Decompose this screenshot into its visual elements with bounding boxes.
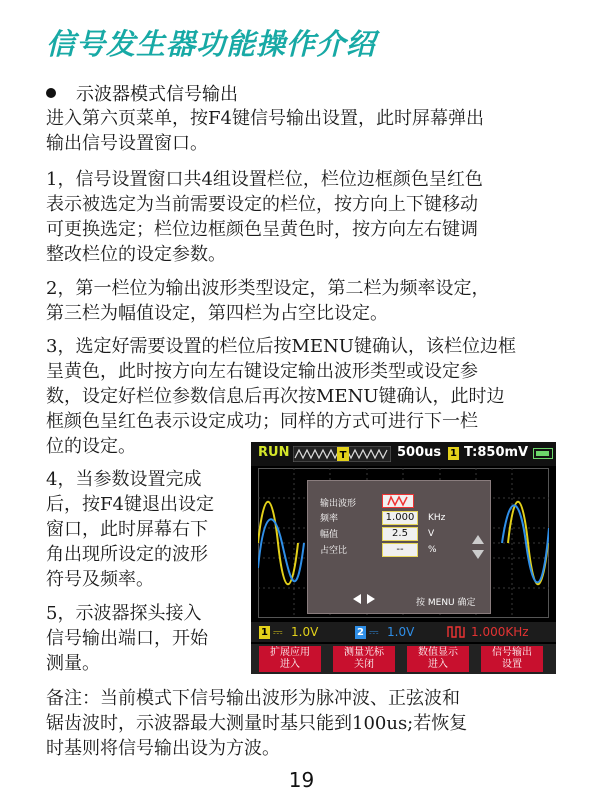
softkey-label: 测量光标: [344, 647, 384, 658]
softkey-expand-app[interactable]: [259, 646, 321, 672]
trigger-level-readout: T:850mV: [464, 445, 529, 460]
text-line: 1，信号设置窗口共4组设置栏位，栏位边框颜色呈红色: [46, 169, 483, 190]
softkey-sub: 设置: [502, 659, 522, 670]
svg-text:T: T: [339, 450, 347, 461]
bullet-icon: [46, 88, 56, 98]
text-line: 备注：当前模式下信号输出波形为脉冲波、正弦波和: [46, 688, 460, 709]
frequency-label: 频率: [320, 514, 339, 524]
text-line: 位的设定。: [46, 436, 136, 457]
text-line: 第三栏为幅值设定，第四栏为占空比设定。: [46, 303, 388, 324]
page-number: 19: [288, 768, 315, 792]
section-heading-text: 示波器模式信号输出: [76, 84, 238, 105]
duty-label: 占空比: [320, 546, 348, 556]
text-line: 数，设定好栏位参数信息后再次按MENU键确认，此时边: [46, 386, 505, 407]
softkey-value-display[interactable]: [407, 646, 469, 672]
timebase-readout: 500us: [397, 445, 442, 460]
frequency-field[interactable]: 1.000: [382, 511, 418, 525]
text-line: 时基则将信号输出设为方波。: [46, 738, 280, 759]
text-line: 5，示波器探头接入: [46, 603, 202, 624]
text-line: 测量。: [46, 653, 100, 674]
text-line: 3，选定好需要设置的栏位后按MENU键确认，该栏位边框: [46, 336, 516, 357]
frequency-unit: KHz: [428, 513, 446, 523]
paragraph-4: [46, 467, 214, 592]
text-line: 4，当参数设置完成: [46, 469, 202, 490]
text-line: 表示被选定为当前需要设定的栏位，按方向上下键移动: [46, 194, 478, 215]
paragraph-intro: [46, 106, 484, 156]
confirm-hint: 按 MENU 确定: [416, 598, 476, 608]
text-line: 整改栏位的设定参数。: [46, 244, 226, 265]
run-status: RUN: [258, 445, 290, 460]
duty-field[interactable]: --: [382, 543, 418, 557]
trigger-channel-badge: 1: [448, 447, 459, 460]
text-line: 信号输出端口，开始: [46, 628, 208, 649]
text-line: 窗口，此时屏幕右下: [46, 519, 208, 540]
duty-unit: %: [428, 545, 437, 555]
text-line: 符号及频率。: [46, 569, 154, 590]
left-right-arrows-icon: [352, 593, 376, 605]
text-line: 输出信号设置窗口。: [46, 133, 208, 154]
paragraph-3: [46, 334, 516, 459]
oscilloscope-screen: [251, 442, 556, 674]
output-frequency: 1.000KHz: [471, 625, 529, 639]
square-wave-icon: [383, 495, 413, 507]
softkey-label: 扩展应用: [270, 647, 310, 658]
text-line: 角出现所设定的波形: [46, 544, 208, 565]
softkey-measure-cursor[interactable]: [333, 646, 395, 672]
softkey-sub: 关闭: [354, 659, 374, 670]
waveform-label: 输出波形: [320, 499, 357, 509]
waveform-field[interactable]: [382, 494, 414, 508]
text-line: 呈黄色，此时按方向左右键设定输出波形类型或设定参: [46, 361, 478, 382]
text-line: 可更换选定；栏位边框颜色呈黄色时，按方向左右键调: [46, 219, 478, 240]
ch2-badge: 2: [355, 626, 366, 639]
ch2-coupling-icon: ⎓: [369, 625, 379, 639]
amplitude-unit: V: [428, 529, 435, 539]
amplitude-field[interactable]: 2.5: [382, 527, 418, 541]
softkey-signal-output[interactable]: [481, 646, 543, 672]
amplitude-label: 幅值: [320, 530, 339, 540]
text-line: 框颜色呈红色表示设定成功；同样的方式可进行下一栏: [46, 411, 478, 432]
ch2-volts: 1.0V: [387, 625, 415, 639]
text-line: 2，第一栏位为输出波形类型设定，第二栏为频率设定，: [46, 278, 490, 299]
note-paragraph: [46, 686, 467, 761]
softkey-sub: 进入: [428, 659, 448, 670]
paragraph-2: [46, 276, 489, 326]
battery-icon: [533, 448, 553, 459]
ch1-badge: 1: [259, 626, 270, 639]
signal-settings-dialog: [307, 480, 491, 614]
ch1-coupling-icon: ⎓: [273, 625, 283, 639]
output-waveform-icon: [447, 626, 467, 638]
text-line: 进入第六页菜单，按F4键信号输出设置，此时屏幕弹出: [46, 108, 484, 129]
softkey-label: 数值显示: [418, 647, 458, 658]
text-line: 锯齿波时，示波器最大测量时基只能到100us;若恢复: [46, 713, 468, 734]
page-title: 信号发生器功能操作介绍: [46, 27, 377, 61]
section-heading: [46, 80, 238, 106]
waveform-overview-icon: [293, 446, 391, 462]
paragraph-1: [46, 167, 483, 267]
paragraph-5: [46, 601, 208, 676]
text-line: 后，按F4键退出设定: [46, 494, 214, 515]
softkey-label: 信号输出: [492, 647, 532, 658]
ch1-volts: 1.0V: [291, 625, 319, 639]
up-down-arrows-icon: [471, 534, 485, 560]
softkey-sub: 进入: [280, 659, 300, 670]
